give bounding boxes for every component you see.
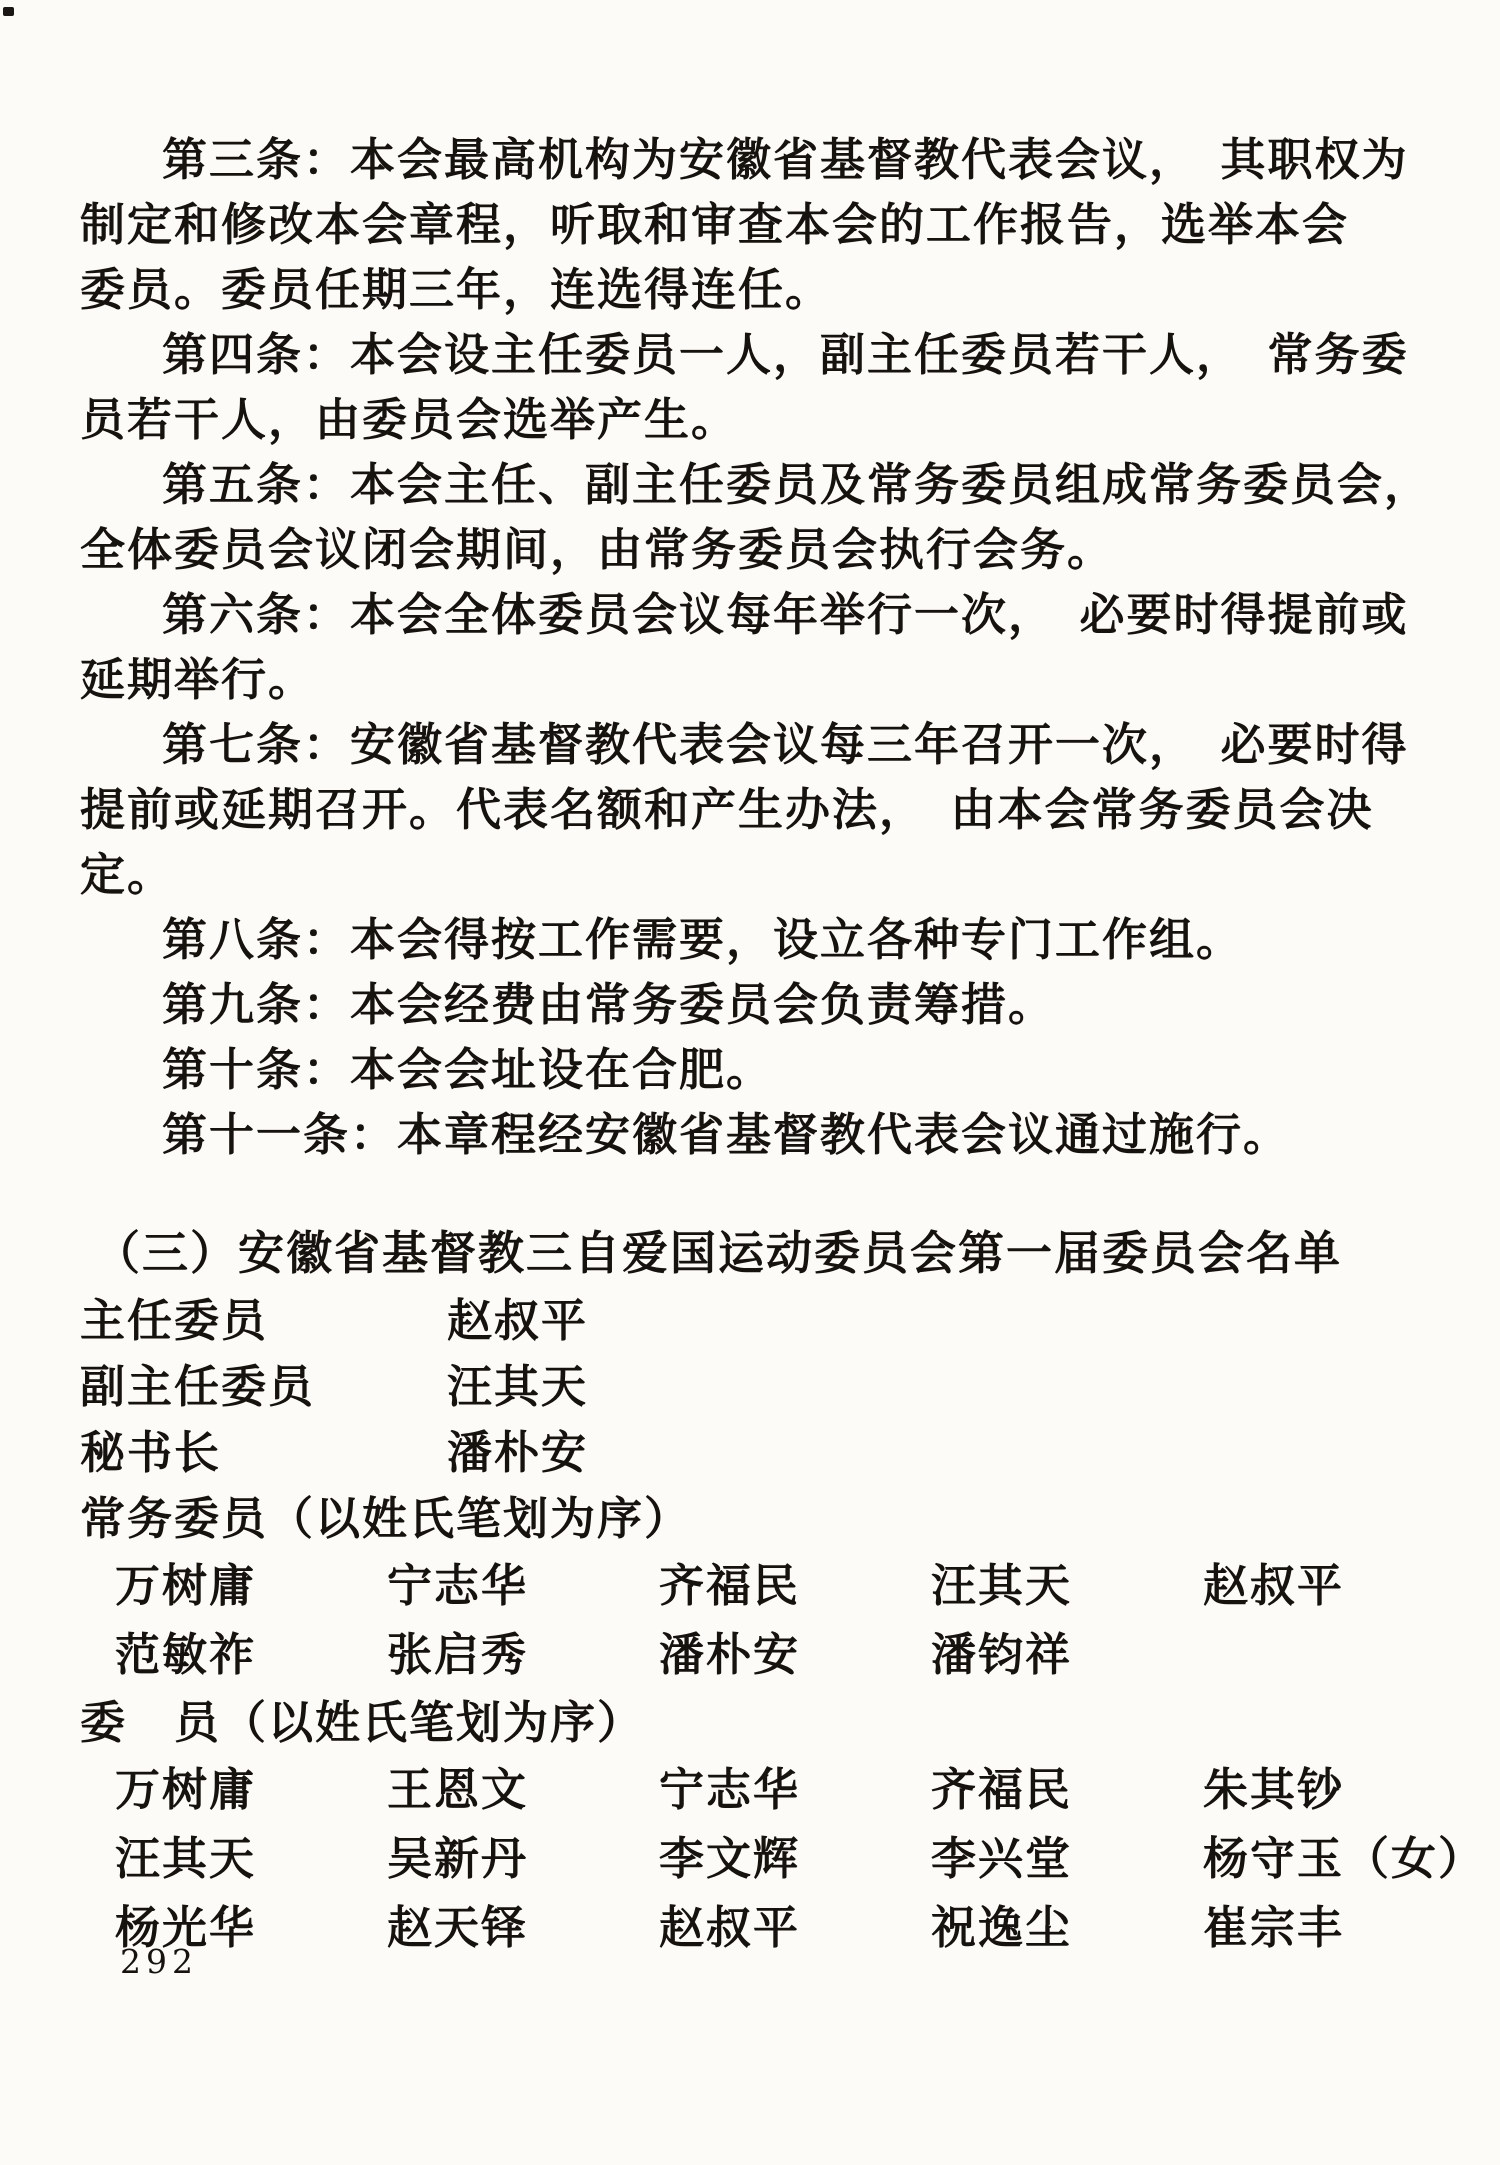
roster-heading: （三）安徽省基督教三自爱国运动委员会第一届委员会名单 xyxy=(94,1228,1342,1279)
committee-member-name: 汪其天 xyxy=(115,1834,257,1884)
officer-title: 主任委员 xyxy=(80,1296,269,1346)
officer-row xyxy=(80,1354,1370,1420)
committee-member-name: 范敏祚 xyxy=(115,1630,257,1680)
charter-article-line: 第十一条：本章程经安徽省基督教代表会议通过施行。 xyxy=(162,1110,1291,1160)
charter-article-line: 第三条：本会最高机构为安徽省基督教代表会议， 其职权为 xyxy=(162,135,1409,185)
committee-member-name: 赵叔平 xyxy=(1203,1561,1345,1611)
committee-member-name: 潘朴安 xyxy=(659,1630,801,1680)
committee-member-name: 杨守玉（女） xyxy=(1203,1834,1486,1884)
officer-name: 汪其天 xyxy=(447,1362,589,1412)
committee-member-name: 王恩文 xyxy=(387,1765,529,1815)
charter-article-line: 委员。委员任期三年，连选得连任。 xyxy=(80,265,833,315)
committee-name-row xyxy=(80,1756,1370,1825)
committee-member-name: 朱其钞 xyxy=(1203,1765,1345,1815)
committee-member-name: 万树庸 xyxy=(115,1765,257,1815)
committee-member-name: 李文辉 xyxy=(659,1834,801,1884)
committee-name-row xyxy=(80,1552,1370,1621)
charter-article-line: 提前或延期召开。代表名额和产生办法， 由本会常务委员会决 xyxy=(80,785,1374,835)
charter-article-line: 第十条：本会会址设在合肥。 xyxy=(162,1045,774,1095)
officer-title: 秘书长 xyxy=(80,1428,222,1478)
committee-member-name: 汪其天 xyxy=(931,1561,1073,1611)
committee-member-name: 祝逸尘 xyxy=(931,1903,1073,1953)
members-name-grid xyxy=(80,1756,1486,1963)
committee-member-name: 赵叔平 xyxy=(659,1903,801,1953)
scan-artifact xyxy=(3,7,14,16)
charter-article-line: 第八条：本会得按工作需要，设立各种专门工作组。 xyxy=(162,915,1244,965)
committee-roster-section xyxy=(80,1220,1486,1963)
officer-title: 副主任委员 xyxy=(80,1362,316,1412)
page-number: 292 xyxy=(120,1942,198,1981)
charter-articles-section xyxy=(80,128,1432,1168)
committee-member-name: 万树庸 xyxy=(115,1561,257,1611)
members-label: 委 员（以姓氏笔划为序） xyxy=(80,1698,645,1748)
committee-name-row xyxy=(80,1825,1486,1894)
officer-name: 潘朴安 xyxy=(447,1428,589,1478)
officer-list xyxy=(80,1288,1370,1486)
committee-member-name: 杨光华 xyxy=(115,1903,257,1953)
officer-row xyxy=(80,1288,1370,1354)
committee-member-name: 吴新丹 xyxy=(387,1834,529,1884)
standing-committee-name-grid xyxy=(80,1552,1370,1690)
charter-article-line: 延期举行。 xyxy=(80,655,316,705)
committee-member-name: 张启秀 xyxy=(387,1630,529,1680)
charter-article-line: 第九条：本会经费由常务委员会负责筹措。 xyxy=(162,980,1056,1030)
officer-name: 赵叔平 xyxy=(447,1296,589,1346)
charter-article-line: 第四条：本会设主任委员一人，副主任委员若干人， 常务委 xyxy=(162,330,1409,380)
charter-article-line: 第七条：安徽省基督教代表会议每三年召开一次， 必要时得 xyxy=(162,720,1409,770)
committee-member-name: 潘钧祥 xyxy=(931,1630,1073,1680)
committee-member-name: 崔宗丰 xyxy=(1203,1903,1345,1953)
committee-member-name: 李兴堂 xyxy=(931,1834,1073,1884)
charter-article-line: 第六条：本会全体委员会议每年举行一次， 必要时得提前或 xyxy=(162,590,1409,640)
standing-committee-label: 常务委员（以姓氏笔划为序） xyxy=(80,1494,692,1544)
page-content xyxy=(80,128,1486,1963)
charter-article-line: 定。 xyxy=(80,850,175,900)
committee-member-name: 齐福民 xyxy=(931,1765,1073,1815)
charter-article-line: 全体委员会议闭会期间，由常务委员会执行会务。 xyxy=(80,525,1115,575)
charter-article-line: 制定和修改本会章程，听取和审查本会的工作报告，选举本会 xyxy=(80,200,1350,250)
officer-row xyxy=(80,1420,1370,1486)
committee-name-row xyxy=(80,1894,1370,1963)
committee-member-name: 宁志华 xyxy=(387,1561,529,1611)
committee-name-row xyxy=(80,1621,1370,1690)
committee-member-name: 齐福民 xyxy=(659,1561,801,1611)
committee-member-name: 宁志华 xyxy=(659,1765,801,1815)
charter-article-line: 员若干人，由委员会选举产生。 xyxy=(80,395,739,445)
committee-member-name: 赵天铎 xyxy=(387,1903,529,1953)
charter-article-line: 第五条：本会主任、副主任委员及常务委员组成常务委员会， xyxy=(162,460,1432,510)
